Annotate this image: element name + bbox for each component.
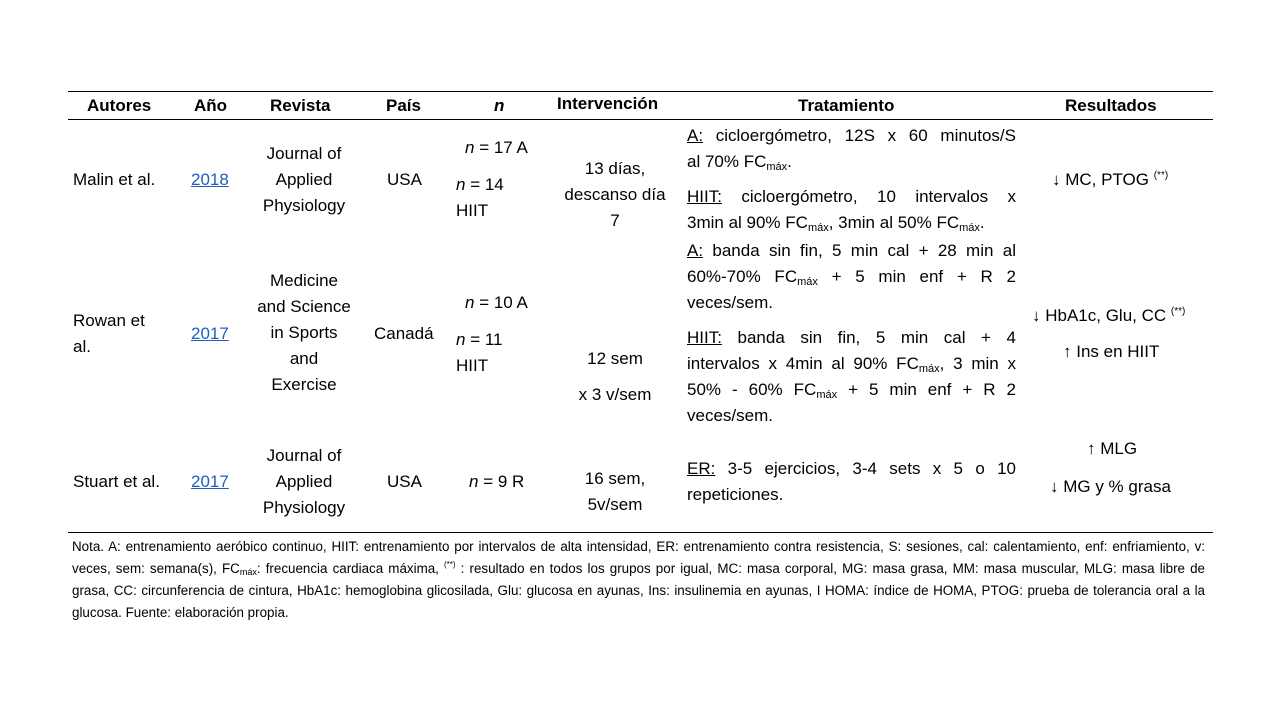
row3-tratamiento [687,456,1016,508]
n-group: HIIT [456,201,489,220]
intervencion-line: 13 días, [584,159,646,178]
row2-resultado [1032,303,1185,365]
revista-line: Applied [275,472,333,491]
tratamiento-text: 50% - 60% FC [687,380,817,399]
tratamiento-label: A: [687,126,704,145]
tratamiento-text: + 5 min enf + R 2 [837,380,1016,399]
row2-pais: Canadá [374,324,434,343]
intervencion-line: 5v/sem [587,495,643,514]
revista-line: Journal of [266,446,342,465]
note-text: Nota. A: entrenamiento aeróbico continuo, HIIT: entrenamiento por intervalos de alta intensidad, ER: entrenamiento contra resistencia, S: sesiones, cal: calentamiento, enf: enfriamiento, v: veces, sem: semana(s), FC [72,539,1205,576]
row1-tratamiento-a: A: cicloergómetro, 12S x 60 minutos/S al 70% $FC_{máx}$. [687,126,1016,173]
row1-n-b [456,172,504,224]
revista-line: Applied [275,170,333,189]
subscript-max: máx [959,222,980,234]
n-value: = 9 R [483,472,525,491]
n-value: = 11 [470,330,503,349]
tratamiento-label: A: [687,241,704,260]
tratamiento-text: banda sin fin, 5 min cal + 4 [721,328,1016,347]
revista-line: Journal of [266,144,342,163]
tratamiento-text: cicloergómetro, 12S x 60 minutos/S [703,126,1016,145]
revista-line: in Sports [270,323,338,342]
tratamiento-label: HIIT: [687,187,722,206]
intervencion-line: 12 sem [587,349,643,368]
row1-tratamiento-hiit: HIIT: cicloergómetro, 10 intervalos x 3min al 90% $FC_{máx}$, 3min al 50% $FC_{máx}$. [687,187,1016,234]
tratamiento-text: al 70% FC [687,152,767,171]
row3-n [469,469,524,495]
tratamiento-text: 3-5 ejercicios, 3-4 sets x 5 o 10 [715,459,1016,478]
row1-revista [250,141,358,219]
row2-autores [73,308,145,360]
row2-tratamiento-a [687,238,1016,316]
tratamiento-text: veces/sem. [687,406,773,425]
tratamiento-text: 3min al 90% FC [687,213,808,232]
superscript-note: (**) [1170,306,1186,317]
n-value: = 17 A [479,138,528,157]
row2-revista [248,268,360,398]
resultado-text: ↓ MG y % grasa [1050,477,1171,496]
n-value: = 14 [470,175,504,194]
autores-line: al. [73,337,91,356]
header-bottom-rule [68,119,1213,120]
revista-line: Exercise [271,375,337,394]
row3-intervencion [553,466,677,518]
tratamiento-text: 60%-70% FC [687,267,798,286]
autores-line: Rowan et [73,311,145,330]
subscript-max: máx [918,363,940,375]
subscript-max: máx [807,222,829,234]
subscript-max: máx [797,276,818,288]
resultado-text: ↓ HbA1c, Glu, CC [1032,306,1167,325]
intervencion-line: x 3 v/sem [578,385,652,404]
resultado-text: ↓ MC, PTOG [1052,170,1149,189]
revista-line: Physiology [262,196,346,215]
row1-intervencion [553,156,677,234]
revista-line: Medicine [269,271,339,290]
row3-autores: Stuart et al. [73,472,160,491]
row2-anio-link[interactable]: 2017 [191,324,229,343]
row3-anio-link[interactable]: 2017 [191,472,229,491]
tratamiento-text: veces/sem. [687,293,773,312]
header-anio: Año [194,96,228,115]
header-pais: País [386,96,421,115]
note-text: : frecuencia cardiaca máxima, [256,561,444,576]
intervencion-line: descanso día [564,185,666,204]
table-note [72,536,1205,624]
row2-n-a [465,290,528,316]
intervencion-line: 16 sem, [584,469,646,488]
revista-line: and [289,349,319,368]
tratamiento-label: HIIT: [687,328,722,347]
table-bottom-rule [68,532,1213,533]
tratamiento-text: intervalos x 4min al 90% FC [687,354,919,373]
row3-revista [250,443,358,521]
n-symbol: n [465,293,475,312]
row1-autores: Malin et al. [73,170,156,189]
header-tratamiento: Tratamiento [798,96,895,115]
header-intervencion: Intervención [557,94,659,113]
n-value: = 10 A [479,293,528,312]
row2-n-b [456,327,503,379]
header-resultados: Resultados [1065,96,1157,115]
resultado-text: ↑ MLG [1087,439,1138,458]
n-symbol: n [465,138,475,157]
row1-resultado [1052,167,1168,193]
header-n: n [494,96,505,115]
table-top-rule [68,91,1213,92]
subscript-max: máx [766,161,788,173]
subscript-max: máx [816,389,838,401]
n-symbol: n [456,175,466,194]
row2-intervencion [553,346,677,408]
tratamiento-text: cicloergómetro, 10 intervalos x [721,187,1016,206]
row2-tratamiento-hiit [687,325,1016,429]
tratamiento-text: + 5 min enf + R 2 [817,267,1016,286]
superscript-note: (**) [1153,170,1169,181]
n-group: HIIT [456,356,489,375]
n-symbol: n [469,472,479,491]
tratamiento-text: repeticiones. [687,485,784,504]
row3-pais: USA [387,472,422,491]
tratamiento-text: , 3min al 50% FC [828,213,960,232]
header-revista: Revista [270,96,331,115]
subscript-max: máx [239,567,257,577]
n-symbol: n [456,330,466,349]
superscript-note: (**) [444,560,456,569]
tratamiento-text: banda sin fin, 5 min cal + 28 min al [703,241,1016,260]
tratamiento-text: , 3 min x [939,354,1016,373]
intervencion-line: 7 [610,211,620,230]
resultado-text: ↑ Ins en HIIT [1063,342,1160,361]
revista-line: Physiology [262,498,346,517]
row1-anio-link[interactable]: 2018 [191,170,229,189]
row1-pais: USA [387,170,422,189]
row1-n-a [465,135,528,161]
row3-resultado [1050,436,1171,500]
header-autores: Autores [87,96,152,115]
revista-line: and Science [257,297,351,316]
note-text: : resultado en todos los grupos por igual, MC: masa corporal, MG: masa grasa, MM: masa muscular, MLG: masa libre de grasa, CC: circunferencia de cintura, HbA1c: hemoglobina glicosilada, Glu: glucosa en ayunas, Ins: insulinemia en ayunas, I HOMA: índice de HOMA, PTOG: prueba de tolerancia oral a la glucosa. Fuente: elaboración propia. [72,561,1205,620]
tratamiento-label: ER: [687,459,716,478]
